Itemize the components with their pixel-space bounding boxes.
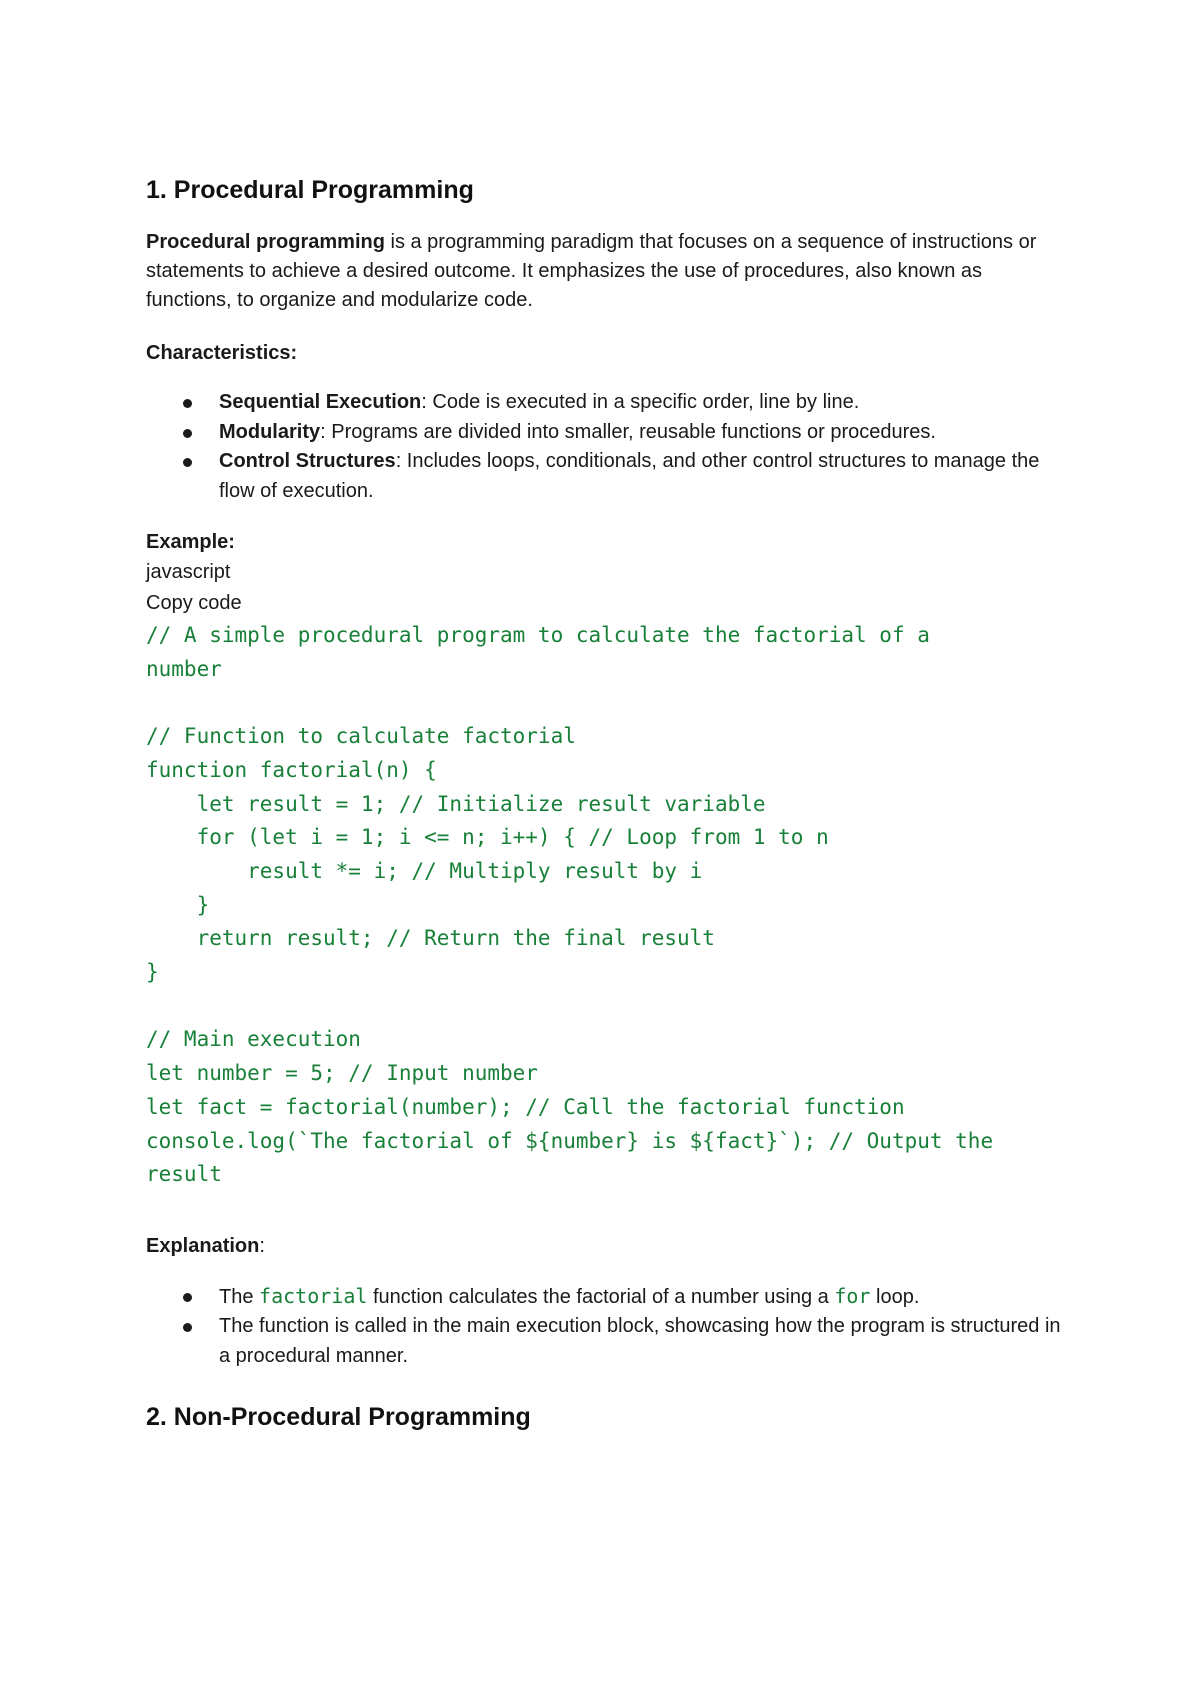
copy-code-link[interactable]: Copy code <box>146 592 242 614</box>
intro-text: is a programming paradigm that focuses on a sequence of instructions or statements to achieve a desired outcome. It emphasizes the use of procedures, also known as functions, to organize and modularize code. <box>146 231 1037 311</box>
list-item <box>146 1312 1066 1371</box>
explanation-text: function calculates the factorial of a number using a <box>367 1285 835 1308</box>
code-block: // A simple procedural program to calculate the factorial of a number // Function to calculate factorial function factorial(n) { let result = 1; // Initialize result variable for (let i = 1; i <= n; i++) { // Loop from 1 to n result *= i; // Multiply result by i } return result; // Return the final result } // Main execution let number = 5; // Input number let fact = factorial(number); // Call the factorial function console.log(`The factorial of ${number} is ${fact}`); // Output the result <box>146 623 994 1187</box>
list-item <box>146 1282 1066 1313</box>
code-language-label: javascript <box>146 561 231 583</box>
intro-term: Procedural programming <box>146 231 385 253</box>
bullet-icon <box>183 458 192 467</box>
section-title-non-procedural: 2. Non-Procedural Programming <box>146 1403 531 1432</box>
example-heading: Example: <box>146 531 235 553</box>
explanation-label: Explanation <box>146 1234 260 1257</box>
characteristic-desc: : Includes loops, conditionals, and other control structures to manage the flow of execution. <box>219 450 1040 502</box>
list-item <box>146 418 1066 448</box>
bullet-icon <box>183 1293 192 1302</box>
characteristics-list <box>146 388 1066 506</box>
intro-paragraph <box>146 228 1066 315</box>
characteristics-heading: Characteristics: <box>146 342 298 364</box>
explanation-text: loop. <box>870 1285 920 1308</box>
inline-code-factorial: factorial <box>259 1283 368 1308</box>
list-item <box>146 388 1066 418</box>
bullet-icon <box>183 1323 192 1332</box>
document-page <box>146 170 1066 1437</box>
characteristic-term: Sequential Execution <box>219 391 422 413</box>
explanation-text: The function is called in the main execution block, showcasing how the program is structured in a procedural manner. <box>219 1315 1061 1367</box>
characteristic-desc: : Code is executed in a specific order, line by line. <box>421 391 860 413</box>
characteristic-term: Control Structures <box>219 450 396 472</box>
characteristic-desc: : Programs are divided into smaller, reusable functions or procedures. <box>320 420 936 443</box>
explanation-heading <box>146 1232 1066 1261</box>
characteristic-term: Modularity <box>219 420 321 443</box>
explanation-list <box>146 1282 1066 1372</box>
bullet-icon <box>183 429 192 438</box>
bullet-icon <box>183 399 192 408</box>
list-item <box>146 447 1066 506</box>
explanation-colon: : <box>259 1234 265 1257</box>
inline-code-for: for <box>834 1283 871 1308</box>
section-title-procedural: 1. Procedural Programming <box>146 176 474 204</box>
explanation-text: The <box>219 1285 260 1308</box>
